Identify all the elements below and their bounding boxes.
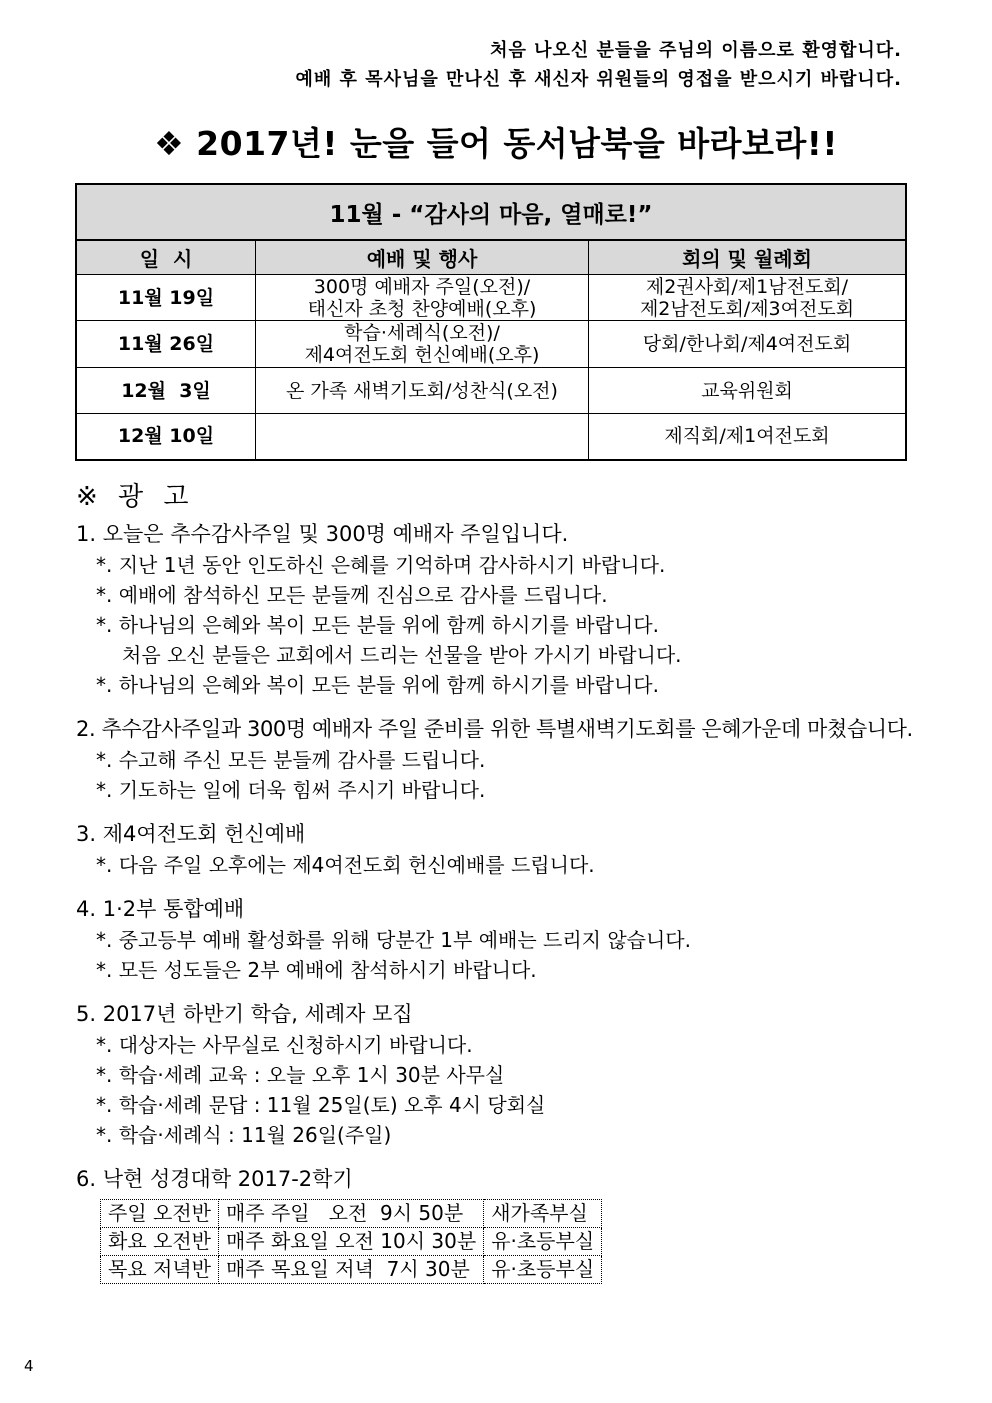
table-row (76, 414, 906, 460)
announcement-title: 1. 오늘은 추수감사주일 및 300명 예배자 주일입니다. (76, 522, 569, 546)
row-events (256, 275, 589, 321)
row-meetings (589, 275, 907, 321)
schedule-month-title: 11월 - “감사의 마음, 열매로!” (76, 184, 906, 240)
table-row (101, 1256, 602, 1284)
class-name: 주일 오전반 (101, 1200, 219, 1228)
announcement-3 (76, 819, 976, 880)
announcement-line: *. 예배에 참석하신 모든 분들께 진심으로 감사를 드립니다. (96, 583, 608, 607)
schedule-table (75, 183, 907, 461)
announcement-line: *. 기도하는 일에 더욱 힘써 주시기 바랍니다. (96, 778, 486, 802)
class-room: 새가족부실 (484, 1200, 602, 1228)
welcome-line-1: 처음 나오신 분들을 주님의 이름으로 환영합니다. (490, 40, 902, 61)
announcement-line: *. 중고등부 예배 활성화를 위해 당분간 1부 예배는 드리지 않습니다. (96, 928, 691, 952)
announcements-heading: ※ 광 고 (76, 482, 195, 512)
announcement-title: 4. 1·2부 통합예배 (76, 897, 245, 921)
row-date: 12월 10일 (76, 414, 256, 460)
table-row (76, 321, 906, 368)
announcement-1 (76, 519, 976, 700)
header-meetings: 회의 및 월례회 (589, 240, 907, 275)
announcement-line: *. 모든 성도들은 2부 예배에 참석하시기 바랍니다. (96, 958, 537, 982)
announcement-line: *. 학습·세례 문답 : 11월 25일(토) 오후 4시 당회실 (96, 1093, 546, 1117)
welcome-message (296, 36, 903, 94)
page-number: 4 (24, 1357, 34, 1375)
announcement-2 (76, 714, 976, 805)
class-time: 매주 주일 오전 9시 50분 (218, 1200, 483, 1228)
class-time: 매주 화요일 오전 10시 30분 (218, 1228, 483, 1256)
row-meetings: 당회/한나회/제4여전도회 (589, 321, 907, 368)
announcement-title: 5. 2017년 하반기 학습, 세례자 모집 (76, 1002, 413, 1026)
announcement-4 (76, 894, 976, 985)
event-line: 태신자 초청 찬양예배(오후) (307, 297, 537, 320)
announcement-line: *. 대상자는 사무실로 신청하시기 바랍니다. (96, 1033, 473, 1057)
meeting-line: 제2남전도회/제3여전도회 (639, 297, 855, 320)
announcement-title: 2. 추수감사주일과 300명 예배자 주일 준비를 위한 특별새벽기도회를 은혜가운데 마쳤습니다. (76, 717, 913, 741)
event-line: 제4여전도회 헌신예배(오후) (304, 344, 540, 366)
row-events (256, 414, 589, 460)
row-date: 12월 3일 (76, 368, 256, 414)
announcement-5 (76, 999, 976, 1150)
announcement-6 (76, 1164, 976, 1284)
announcement-line: *. 학습·세례식 : 11월 26일(주일) (96, 1123, 392, 1147)
announcement-line: *. 학습·세례 교육 : 오늘 오후 1시 30분 사무실 (96, 1063, 505, 1087)
announcement-title: 3. 제4여전도회 헌신예배 (76, 822, 306, 846)
table-row (76, 275, 906, 321)
bible-college-table (100, 1199, 602, 1284)
table-row (76, 368, 906, 414)
row-meetings: 제직회/제1여전도회 (589, 414, 907, 460)
welcome-line-2: 예배 후 목사님을 만나신 후 새신자 위원들의 영접을 받으시기 바랍니다. (295, 69, 902, 90)
page-title: ❖ 2017년! 눈을 들어 동서남북을 바라보라!! (154, 124, 838, 163)
announcement-line: *. 하나님의 은혜와 복이 모든 분들 위에 함께 하시기를 바랍니다. (96, 613, 659, 637)
announcement-line: 처음 오신 분들은 교회에서 드리는 선물을 받아 가시기 바랍니다. (122, 643, 682, 667)
announcement-line: *. 다음 주일 오후에는 제4여전도회 헌신예배를 드립니다. (96, 853, 595, 877)
announcement-line: *. 지난 1년 동안 인도하신 은혜를 기억하며 감사하시기 바랍니다. (96, 553, 666, 577)
class-time: 매주 목요일 저녁 7시 30분 (218, 1256, 483, 1284)
row-events (256, 321, 589, 368)
row-date: 11월 26일 (76, 321, 256, 368)
class-room: 유·초등부실 (484, 1228, 602, 1256)
header-events: 예배 및 행사 (256, 240, 589, 275)
class-name: 화요 오전반 (101, 1228, 219, 1256)
row-date: 11월 19일 (76, 275, 256, 321)
class-name: 목요 저녁반 (101, 1256, 219, 1284)
row-meetings: 교육위원회 (589, 368, 907, 414)
table-row (101, 1228, 602, 1256)
meeting-line: 제2권사회/제1남전도회/ (645, 275, 849, 298)
announcement-line: *. 하나님의 은혜와 복이 모든 분들 위에 함께 하시기를 바랍니다. (96, 673, 659, 697)
header-date: 일 시 (76, 240, 256, 275)
event-line: 300명 예배자 주일(오전)/ (313, 275, 531, 298)
announcement-line: *. 수고해 주신 모든 분들께 감사를 드립니다. (96, 748, 486, 772)
announcement-title: 6. 낙현 성경대학 2017-2학기 (76, 1167, 353, 1191)
table-row (101, 1200, 602, 1228)
event-line: 학습·세례식(오전)/ (344, 322, 500, 344)
row-events: 온 가족 새벽기도회/성찬식(오전) (256, 368, 589, 414)
class-room: 유·초등부실 (484, 1256, 602, 1284)
announcements (76, 476, 976, 1298)
